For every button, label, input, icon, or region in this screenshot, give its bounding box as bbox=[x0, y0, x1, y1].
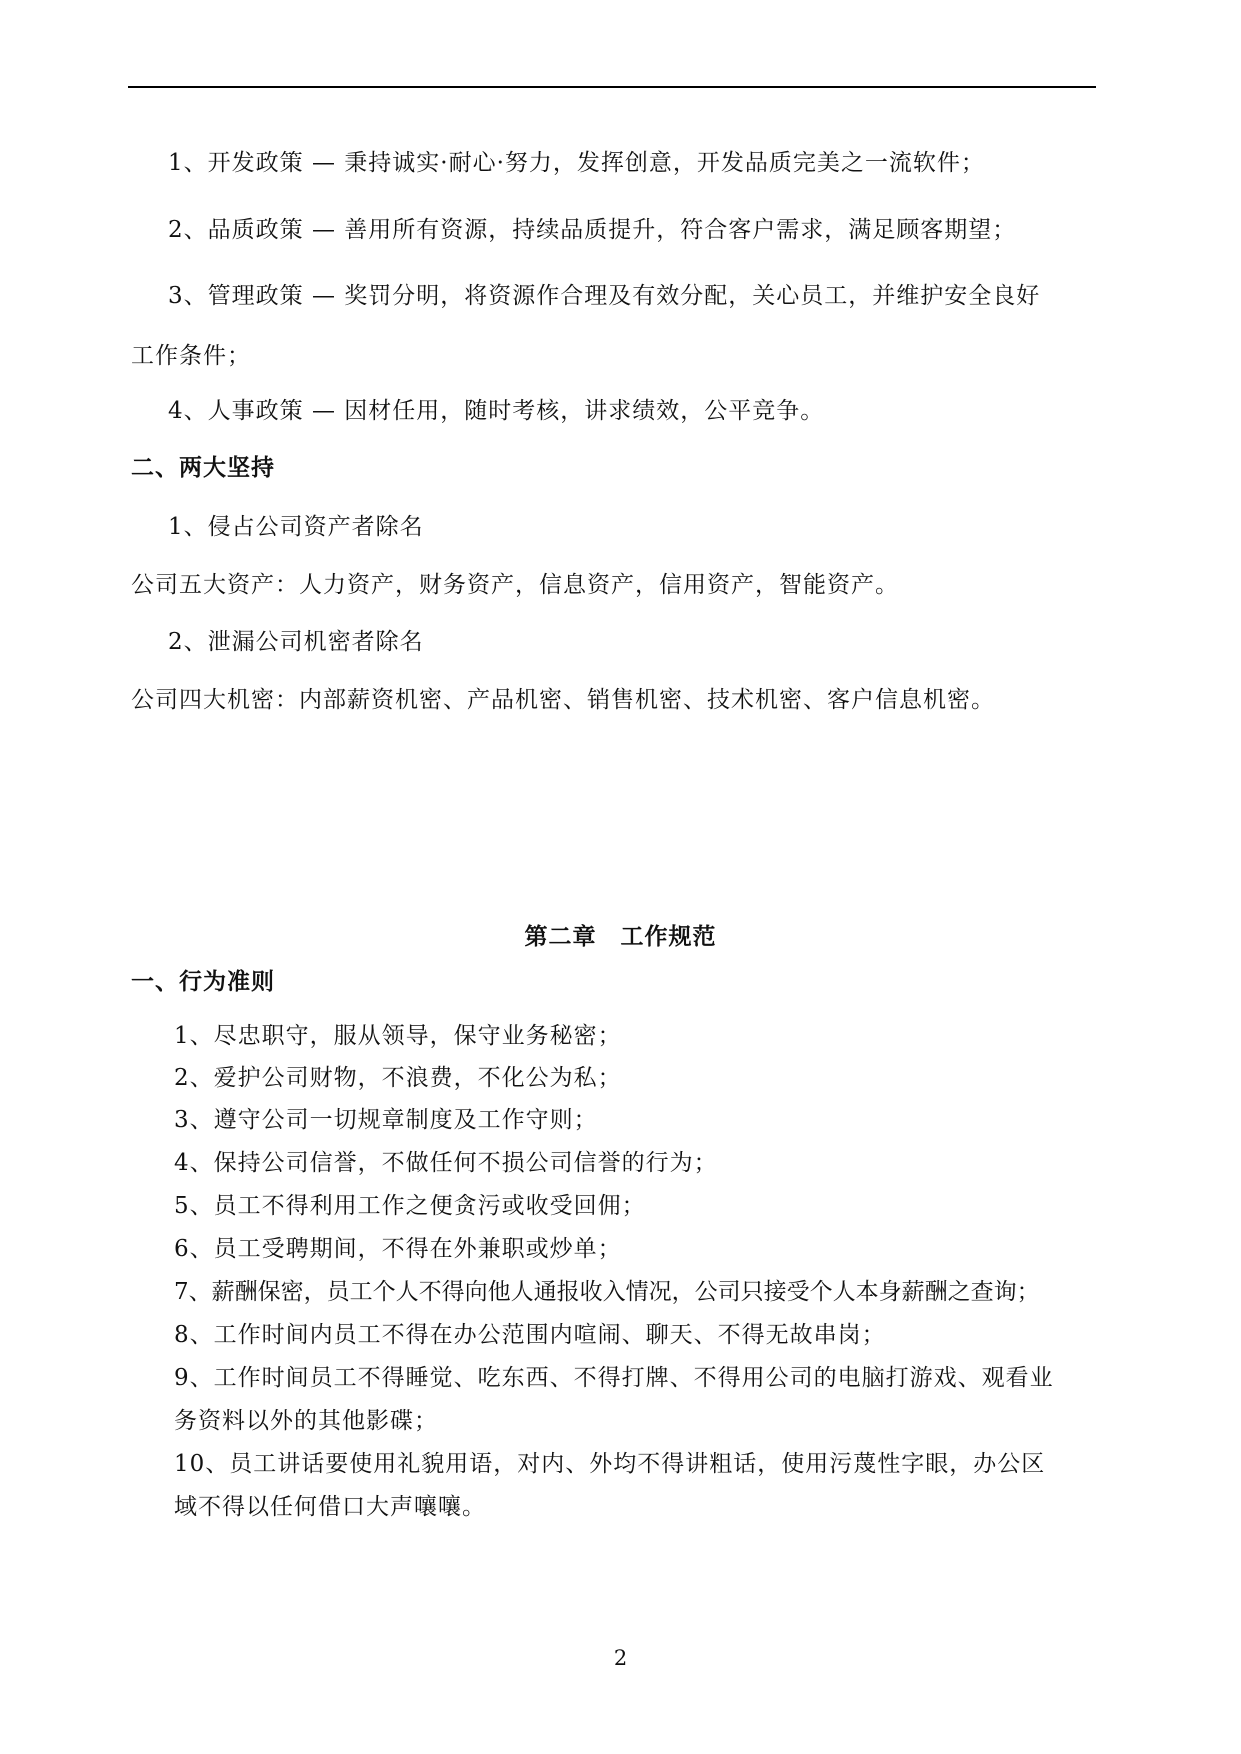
section-two-item-1-note: 公司五大资产：人力资产，财务资产，信息资产，信用资产，智能资产。 bbox=[131, 572, 899, 598]
policy-personnel: 4、人事政策 — 因材任用，随时考核，讲求绩效，公平竞争。 bbox=[168, 398, 825, 424]
section-two-heading: 二、两大坚持 bbox=[131, 455, 275, 481]
rule-item-5: 5、员工不得利用工作之便贪污或收受回佣； bbox=[174, 1193, 646, 1219]
rule-item-3: 3、遵守公司一切规章制度及工作守则； bbox=[174, 1107, 598, 1133]
rule-item-10: 10、员工讲话要使用礼貌用语，对内、外均不得讲粗话，使用污蔑性字眼，办公区 bbox=[174, 1451, 1046, 1477]
chapter-title: 第二章 工作规范 bbox=[524, 924, 717, 950]
rule-item-1: 1、尽忠职守，服从领导，保守业务秘密； bbox=[174, 1023, 622, 1049]
policy-quality: 2、品质政策 — 善用所有资源，持续品质提升，符合客户需求，满足顾客期望； bbox=[168, 217, 1017, 243]
rule-item-9-cont: 务资料以外的其他影碟； bbox=[174, 1408, 438, 1434]
rule-item-7: 7、薪酬保密，员工个人不得向他人通报收入情况，公司只接受个人本身薪酬之查询； bbox=[174, 1279, 1040, 1305]
header-rule bbox=[128, 86, 1096, 88]
section-two-item-2-note: 公司四大机密：内部薪资机密、产品机密、销售机密、技术机密、客户信息机密。 bbox=[131, 687, 995, 713]
policy-management: 3、管理政策 — 奖罚分明，将资源作合理及有效分配，关心员工，并维护安全良好 bbox=[168, 283, 1041, 309]
rule-item-4: 4、保持公司信誉，不做任何不损公司信誉的行为； bbox=[174, 1150, 718, 1176]
section-two-item-2: 2、泄漏公司机密者除名 bbox=[168, 629, 424, 655]
rule-item-6: 6、员工受聘期间，不得在外兼职或炒单； bbox=[174, 1236, 622, 1262]
chapter-section-heading: 一、行为准则 bbox=[131, 969, 275, 995]
page-number: 2 bbox=[613, 1646, 628, 1670]
policy-management-cont: 工作条件； bbox=[131, 343, 251, 369]
section-two-item-1: 1、侵占公司资产者除名 bbox=[168, 514, 424, 540]
rule-item-9: 9、工作时间员工不得睡觉、吃东西、不得打牌、不得用公司的电脑打游戏、观看业 bbox=[174, 1365, 1054, 1391]
policy-development: 1、开发政策 — 秉持诚实·耐心·努力，发挥创意，开发品质完美之一流软件； bbox=[168, 150, 985, 176]
rule-item-8: 8、工作时间内员工不得在办公范围内喧闹、聊天、不得无故串岗； bbox=[174, 1322, 886, 1348]
rule-item-2: 2、爱护公司财物，不浪费，不化公为私； bbox=[174, 1065, 622, 1091]
rule-item-10-cont: 域不得以任何借口大声嚷嚷。 bbox=[174, 1494, 486, 1520]
